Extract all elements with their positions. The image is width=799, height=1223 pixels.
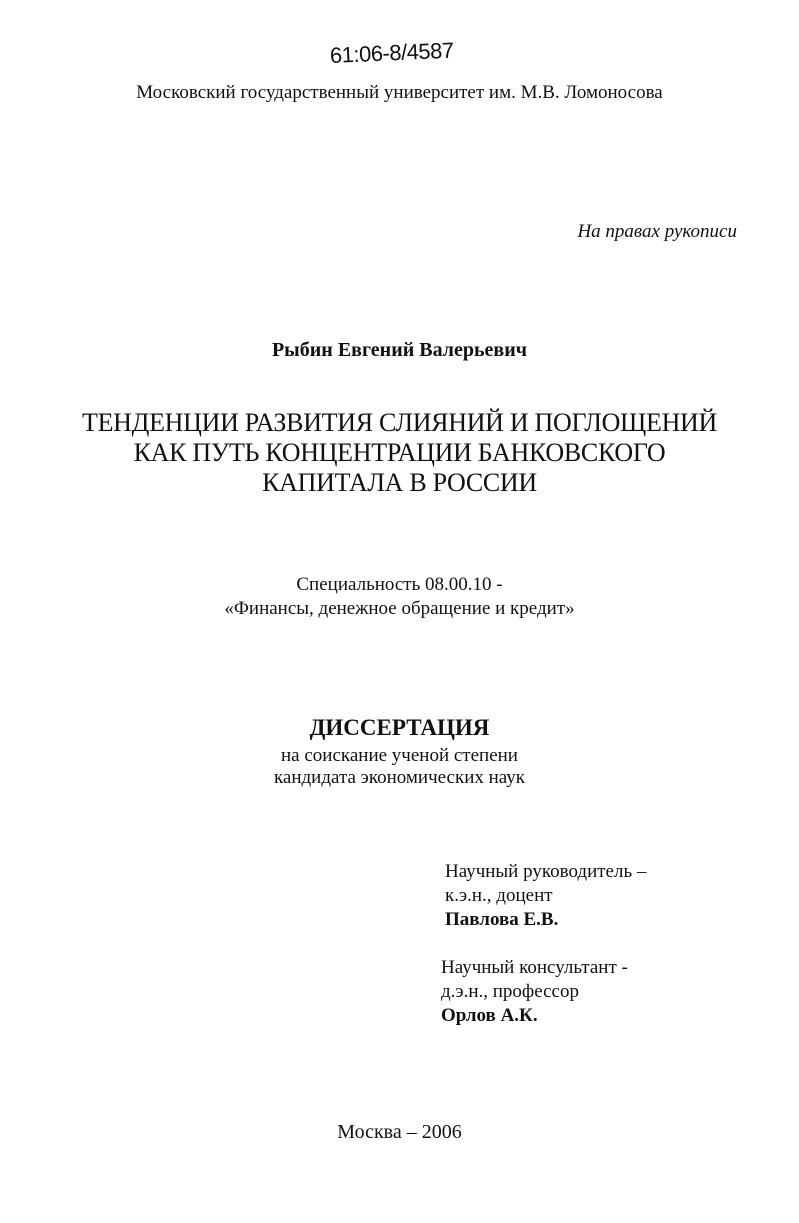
catalog-number: 61:06-8/4587 [329,37,455,68]
consultant-rank: д.э.н., профессор [441,981,579,1002]
city-year: Москва – 2006 [337,1121,462,1143]
consultant-name: Орлов А.К. [441,1005,538,1026]
author-name: Рыбин Евгений Валерьевич [271,339,528,361]
document-type: ДИССЕРТАЦИЯ [309,715,490,740]
title-line-3: КАПИТАЛА В РОССИИ [262,468,537,497]
consultant-role: Научный консультант - [441,957,628,978]
supervisor-name: Павлова Е.В. [445,909,559,930]
title-line-2: КАК ПУТЬ КОНЦЕНТРАЦИИ БАНКОВСКОГО [133,438,666,467]
supervisor-block [445,860,646,932]
specialty [0,573,799,621]
consultant-block [441,956,628,1028]
supervisor-rank: к.э.н., доцент [445,885,553,906]
thesis-title [0,408,799,498]
university-name: Московский государственный университет им. М.В. Ломоносова [136,82,663,103]
supervisor-role: Научный руководитель – [445,861,647,882]
degree-line-1: на соискание ученой степени [281,745,518,766]
degree-line-2: кандидата экономических наук [273,767,526,788]
title-line-1: ТЕНДЕНЦИИ РАЗВИТИЯ СЛИЯНИЙ И ПОГЛОЩЕНИЙ [82,408,717,437]
specialty-name: «Финансы, денежное обращение и кредит» [224,598,575,619]
degree-statement [0,745,799,789]
manuscript-note: На правах рукописи [577,221,737,242]
specialty-code: Специальность 08.00.10 - [296,574,503,595]
